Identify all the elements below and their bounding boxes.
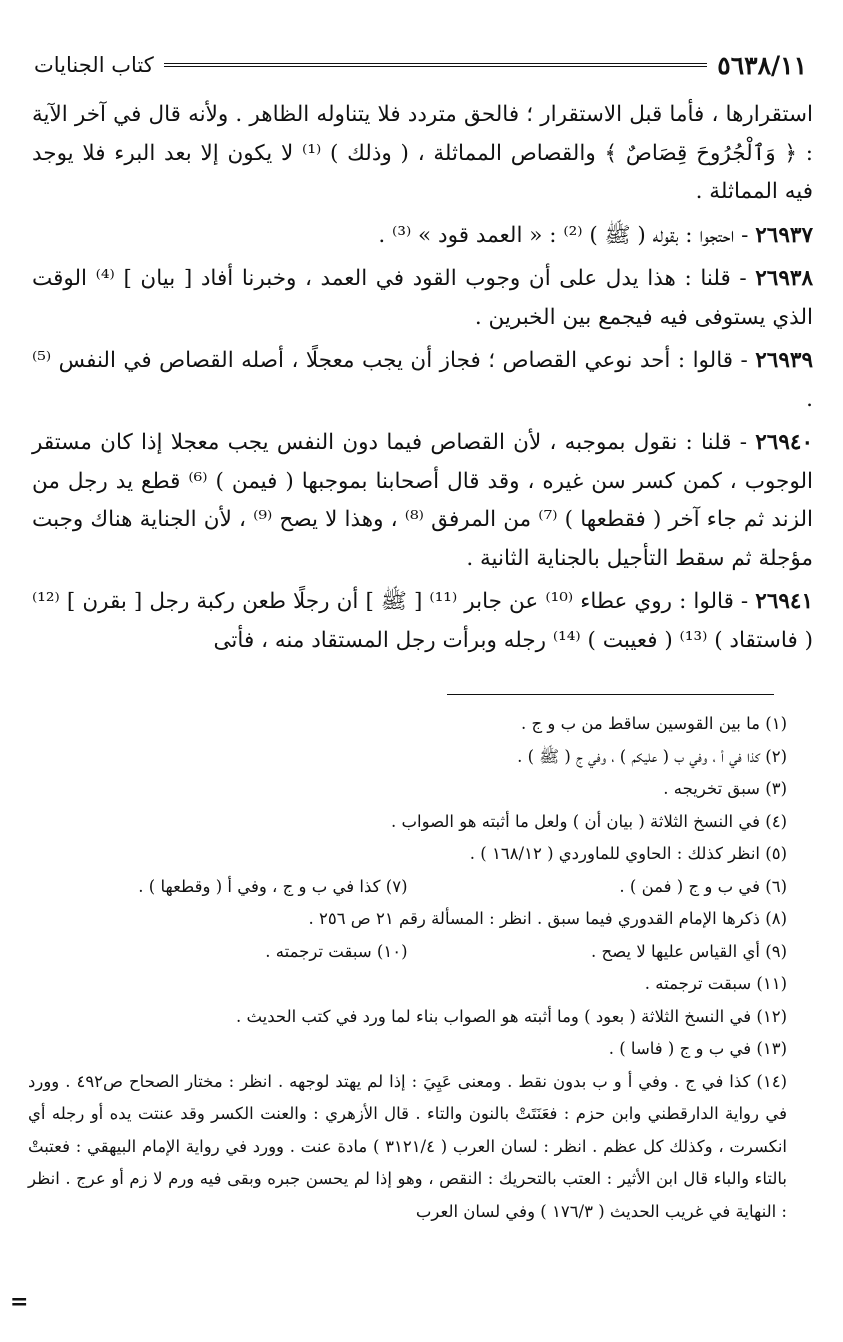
footnote-11: (١١) سبقت ترجمته . bbox=[644, 974, 787, 993]
paragraph-text: - قالوا : روي عطاء ⁽¹⁰⁾ عن جابر ⁽¹¹⁾ [ ﷺ ] أن رجلًا طعن ركبة رجل [ بقرن ] ⁽¹²⁾ ( فاستقاد ) ⁽¹³⁾ ( فعيبت ) ⁽¹⁴⁾ رجله وبرأت رجل المستقاد منه ، فأتى bbox=[32, 589, 813, 653]
footnote-13: (١٣) في ب و ج ( فاسا ) . bbox=[608, 1039, 787, 1058]
paragraph-text: - احتجوا : بقوله ( ﷺ ) ⁽²⁾ : « العمد قود » ⁽³⁾ . bbox=[378, 222, 756, 248]
main-text bbox=[32, 96, 813, 664]
footnote-row-6-7 bbox=[28, 871, 787, 904]
footnote-10: (١٠) سبقت ترجمته . bbox=[265, 941, 408, 961]
footnote-6: (٦) في ب و ج ( فمن ) . bbox=[619, 876, 787, 896]
footnote-row-9-10 bbox=[28, 936, 787, 969]
footnote-9: (٩) أي القياس عليها لا يصح . bbox=[591, 941, 787, 961]
paragraph-text: - قالوا : أحد نوعي القصاص ؛ فجاز أن يجب معجلًا ، أصله القصاص في النفس ⁽⁵⁾ . bbox=[32, 348, 813, 412]
paragraph-26941 bbox=[32, 583, 813, 660]
footnote-5: (٥) انظر كذلك : الحاوي للماوردي ( ١٦٨/١٢ ) . bbox=[469, 844, 787, 863]
paragraph-26940 bbox=[32, 424, 813, 578]
footnote-separator bbox=[447, 694, 774, 695]
footnote-4: (٤) في النسخ الثلاثة ( بيان أن ) ولعل ما أثبته هو الصواب . bbox=[390, 811, 787, 831]
footnote-8: (٨) ذكرها الإمام القدوري فيما سبق . انظر : المسألة رقم ٢١ ص ٢٥٦ . bbox=[308, 909, 787, 928]
footnote-2: (٢) كذا في أ ، وفي ب ( عليكم ) ، وفي ج ( ﷺ ) . bbox=[517, 746, 787, 766]
continuation-mark: = bbox=[10, 1289, 29, 1315]
paragraph-number: ٢٦٩٣٨ bbox=[755, 266, 813, 291]
paragraph-number: ٢٦٩٤١ bbox=[755, 589, 814, 614]
header-rule bbox=[164, 63, 708, 67]
paragraph-text: - قلنا : هذا يدل على أن وجوب القود في العمد ، وخبرنا أفاد [ بيان ] ⁽⁴⁾ الوقت الذي يستوفى فيه فيجمع بين الخبرين . bbox=[32, 266, 813, 330]
paragraph-26939 bbox=[32, 342, 813, 419]
footnote-14: (١٤) كذا في ج . وفي أ و ب بدون نقط . ومعنى عَيِيَ : إذا لم يهتد لوجهه . انظر : مختار الصحاح ص٤٩٢ . وورد في رواية الدارقطني وابن حزم : فعَنَتَتْ بالنون والتاء . قال الأزهري : والعنت الكسر وقد عنتت يده أو رجله أي انكسرت ، وكذلك كل عظم . انظر : لسان العرب ( ٣١٢١/٤ ) مادة عنت . وورد في رواية الإمام البيهقي : فعتبتْ بالتاء والباء قال ابن الأثير : العتب بالتحريك : النقص ، وهو إذا لم يحسن جبره وبقى فيه ورم لا زم أو عرج . انظر : النهاية في غريب الحديث ( ١٧٦/٣ ) وفي لسان العرب bbox=[28, 1071, 788, 1221]
paragraph-number: ٢٦٩٤٠ bbox=[755, 430, 813, 455]
book-title: كتاب الجنايات bbox=[34, 53, 154, 77]
footnote-3: (٣) سبق تخريجه . bbox=[663, 779, 787, 798]
footnotes bbox=[28, 708, 787, 1228]
paragraph-text: - قلنا : نقول بموجبه ، لأن القصاص فيما دون النفس يجب معجلا إذا كان مستقر الوجوب ، كمن كسر سن غيره ، وقد قال أصحابنا بموجبها ( فيمن ) ⁽⁶⁾ قطع يد رجل من الزند ثم جاء آخر ( فقطعها ) ⁽⁷⁾ من المرفق ⁽⁸⁾ ، وهذا لا يصح ⁽⁹⁾ ، لأن الجناية هناك وجبت مؤجلة ثم سقط التأجيل بالجناية الثانية . bbox=[32, 430, 814, 571]
paragraph-continuation: استقرارها ، فأما قبل الاستقرار ؛ فالحق متردد فلا يتناوله الظاهر . ولأنه قال في آخر الآية : ﴿ وَٱلْجُرُوحَ قِصَاصٌ ﴾ والقصاص المماثلة ، ( وذلك ) ⁽¹⁾ لا يكون إلا بعد البرء فلا يوجد فيه المماثلة . bbox=[32, 102, 813, 204]
paragraph-number: ٢٦٩٣٧ bbox=[755, 222, 813, 248]
footnote-7: (٧) كذا في ب و ج ، وفي أ ( وقطعها ) . bbox=[138, 876, 408, 896]
page-number: ٥٦٣٨/١١ bbox=[717, 50, 807, 80]
paragraph-number: ٢٦٩٣٩ bbox=[755, 348, 813, 373]
footnote-12: (١٢) في النسخ الثلاثة ( بعود ) وما أثبته هو الصواب بناء لما ورد في كتب الحديث . bbox=[235, 1006, 787, 1026]
footnote-1: (١) ما بين القوسين ساقط من ب و ج . bbox=[521, 714, 787, 733]
paragraph-26937 bbox=[32, 217, 813, 256]
paragraph-26938 bbox=[32, 260, 813, 337]
running-header bbox=[34, 48, 807, 82]
